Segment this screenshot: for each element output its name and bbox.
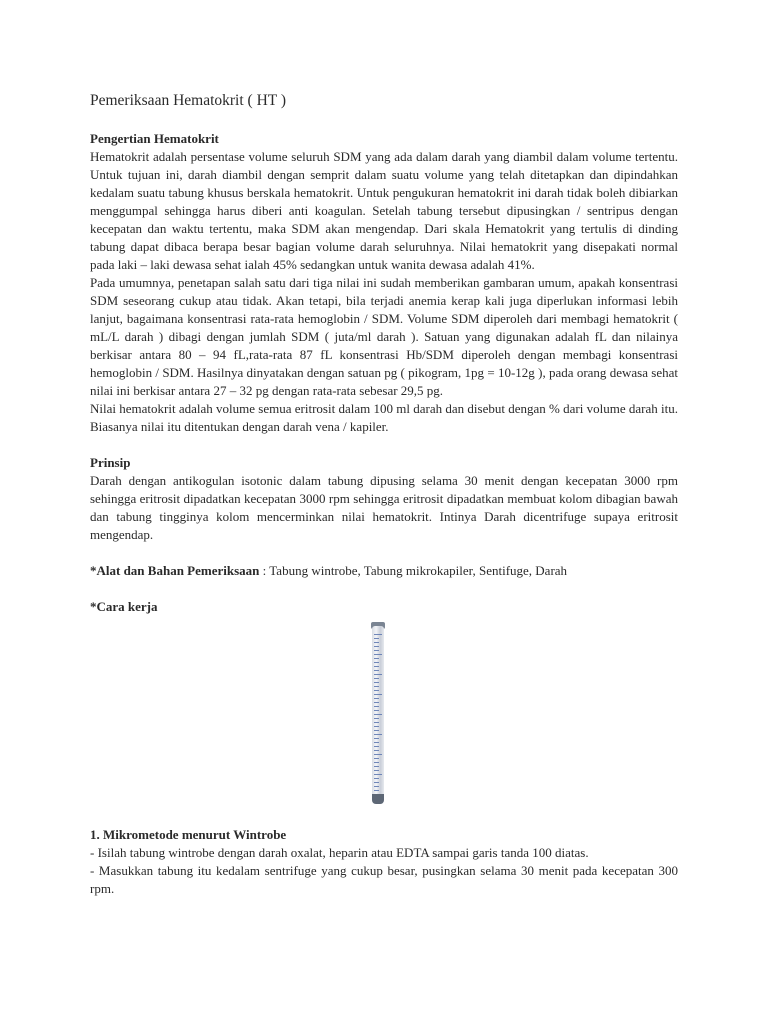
tube-scale-tick <box>374 662 379 663</box>
tube-bottom <box>372 794 384 804</box>
tube-scale-tick <box>374 742 379 743</box>
tube-scale-tick <box>374 686 379 687</box>
paragraph-pengertian-3: Nilai hematokrit adalah volume semua eritrosit dalam 100 ml darah dan disebut dengan % dari volume darah itu. Biasanya nilai itu ditentukan dengan darah vena / kapiler. <box>90 401 678 434</box>
tube-scale-tick <box>374 670 379 671</box>
step-2: - Masukkan tabung itu kedalam sentrifuge yang cukup besar, pusingkan selama 30 menit pada kecepatan 300 rpm. <box>90 863 678 896</box>
tube-scale-tick <box>374 770 379 771</box>
paragraph-pengertian-1: Hematokrit adalah persentase volume seluruh SDM yang ada dalam darah yang diambil dalam volume tertentu. Untuk tujuan ini, darah diambil dengan semprit dalam suatu volume yang telah ditetapkan dan dipindahkan kedalam suatu tabung khusus berskala hematokrit. Untuk pengukuran hematokrit ini darah tidak boleh dibiarkan menggumpal sehingga harus diberi anti koagulan. Setelah tabung tersebut dipusingkan / sentripus dengan kecepatan dan waktu tertentu, maka SDM akan mengendap. Dari skala Hematokrit yang tertulis di dinding tabung dapat dibaca berapa besar bagian volume darah seluruhnya. Nilai hematokrit yang disepakati normal pada laki – laki dewasa sehat ialah 45% sedangkan untuk wanita dewasa adalah 41%. <box>90 149 678 272</box>
tube-scale-tick <box>374 690 379 691</box>
tube-scale-tick <box>374 702 379 703</box>
tube-scale-tick <box>374 654 382 655</box>
spacer <box>90 544 678 562</box>
section-heading-pengertian: Pengertian Hematokrit <box>90 131 219 146</box>
tube-scale-tick <box>374 646 379 647</box>
tube-scale-tick <box>374 726 379 727</box>
section-heading-prinsip: Prinsip <box>90 455 131 470</box>
tube-scale-tick <box>374 734 382 735</box>
tube-scale-tick <box>374 782 379 783</box>
tube-scale-tick <box>374 706 379 707</box>
tube-scale-tick <box>374 790 379 791</box>
tube-scale-tick <box>374 766 379 767</box>
tube-scale-tick <box>374 642 379 643</box>
spacer <box>90 580 678 598</box>
step-1: - Isilah tabung wintrobe dengan darah oxalat, heparin atau EDTA sampai garis tanda 100 diatas. <box>90 845 589 860</box>
tube-scale-tick <box>374 694 382 695</box>
tube-scale-tick <box>374 730 379 731</box>
tube-scale-tick <box>374 674 382 675</box>
tube-scale-tick <box>374 650 379 651</box>
tube-scale-tick <box>374 658 379 659</box>
tube-scale-tick <box>374 786 379 787</box>
tube-scale-tick <box>374 682 379 683</box>
tube-scale-tick <box>374 634 382 635</box>
paragraph-pengertian-2: Pada umumnya, penetapan salah satu dari tiga nilai ini sudah memberikan gambaran umum, apakah konsentrasi SDM seseorang cukup atau tidak. Akan tetapi, bila terjadi anemia kerap kali juga diperlukan informasi lebih lanjut, bagaimana konsentrasi rata-rata hemoglobin / SDM. Volume SDM diperoleh dari membagi hematokrit ( mL/L darah ) dibagi dengan jumlah SDM ( juta/ml darah ). Satuan yang digunakan adalah fL dan nilainya berkisar antara 80 – 94 fL,rata-rata 87 fL konsentrasi Hb/SDM diperoleh dengan membagi konsentrasi hemoglobin / SDM. Hasilnya dinyatakan dengan satuan pg ( pikogram, 1pg = 10-12g ), pada orang dewasa sehat nilai ini berkisar antara 27 – 32 pg dengan rata-rata sebesar 29,5 pg. <box>90 275 678 398</box>
alat-bahan-label: *Alat dan Bahan Pemeriksaan <box>90 563 260 578</box>
tube-scale-tick <box>374 750 379 751</box>
tube-scale-tick <box>374 710 379 711</box>
tube-scale-tick <box>374 678 379 679</box>
tube-scale-tick <box>374 718 379 719</box>
tube-scale-tick <box>374 666 379 667</box>
tube-scale-tick <box>374 778 379 779</box>
spacer <box>90 436 678 454</box>
alat-bahan-text: : Tabung wintrobe, Tabung mikrokapiler, Sentifuge, Darah <box>259 563 568 578</box>
tube-scale-tick <box>374 762 379 763</box>
tube-scale-tick <box>374 714 382 715</box>
tube-scale-tick <box>374 722 379 723</box>
tube-scale-tick <box>374 758 379 759</box>
figure-wintrobe-tube <box>90 622 678 812</box>
section-heading-mikrometode: 1. Mikrometode menurut Wintrobe <box>90 827 287 842</box>
tube-scale-tick <box>374 774 382 775</box>
tube-scale-tick <box>374 746 379 747</box>
paragraph-prinsip: Darah dengan antikogulan isotonic dalam tabung dipusing selama 30 menit dengan kecepatan 3000 rpm sehingga eritrosit dipadatkan kecepatan 3000 rpm sehingga eritrosit dipadatkan membuat kolom dibagian bawah dan tabung tingginya kolom mencerminkan nilai hematokrit. Intinya Darah dicentrifuge supaya eritrosit mengendap. <box>90 473 678 542</box>
tube-scale-tick <box>374 698 379 699</box>
page-title: Pemeriksaan Hematokrit ( HT ) <box>90 92 286 109</box>
tube-scale-tick <box>374 738 379 739</box>
tube-scale-tick <box>374 754 382 755</box>
section-heading-cara-kerja: *Cara kerja <box>90 599 158 614</box>
alat-bahan-line <box>90 562 678 580</box>
document-page <box>90 92 678 898</box>
tube-scale-tick <box>374 638 379 639</box>
